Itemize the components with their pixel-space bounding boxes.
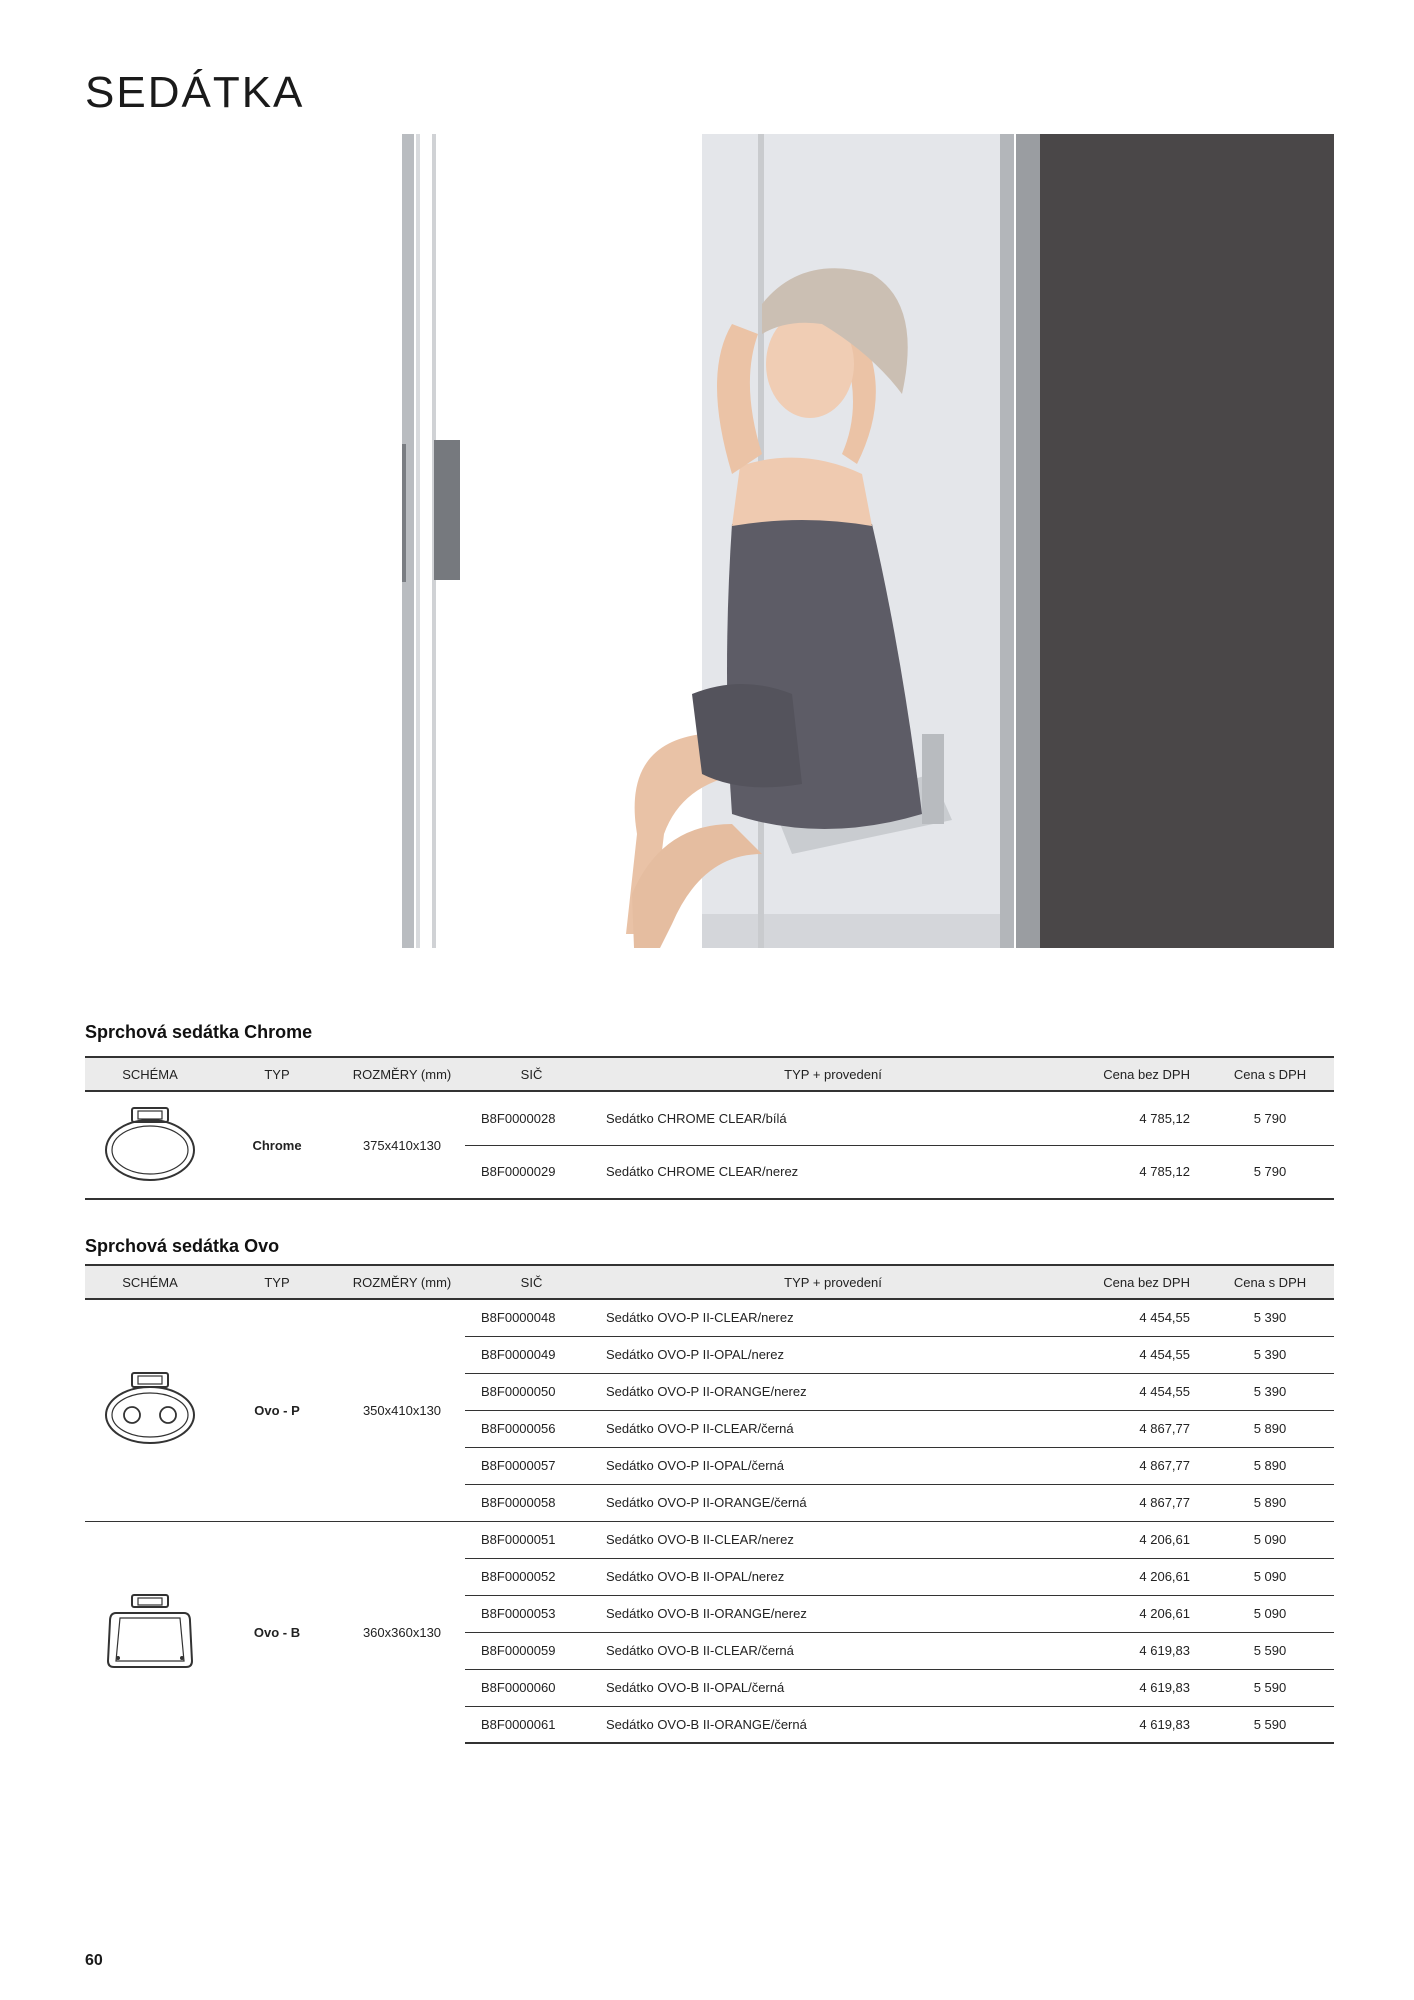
cena-s-dph: 5 390 <box>1206 1336 1334 1373</box>
typ-chrome: Chrome <box>215 1091 339 1199</box>
chrome-table <box>85 1056 1334 1200</box>
cena-bez-dph: 4 206,61 <box>1060 1558 1206 1595</box>
cena-s-dph: 5 090 <box>1206 1558 1334 1595</box>
col-rozmery: ROZMĚRY (mm) <box>339 1057 465 1091</box>
schema-chrome <box>85 1091 215 1199</box>
sic: B8F0000058 <box>465 1484 598 1521</box>
cena-s-dph: 5 790 <box>1206 1145 1334 1199</box>
cena-s-dph: 5 590 <box>1206 1706 1334 1743</box>
sic: B8F0000060 <box>465 1669 598 1706</box>
cena-bez-dph: 4 867,77 <box>1060 1484 1206 1521</box>
col-rozmery: ROZMĚRY (mm) <box>339 1265 465 1299</box>
col-cena-s-dph: Cena s DPH <box>1206 1265 1334 1299</box>
sic: B8F0000048 <box>481 1310 556 1326</box>
cena-bez-dph: 4 206,61 <box>1060 1595 1206 1632</box>
typ-ovo-p: Ovo - P <box>254 1402 300 1418</box>
col-typ-provedeni: TYP + provedení <box>598 1265 1060 1299</box>
cena-bez-dph: 4 785,12 <box>1139 1110 1190 1126</box>
cena-bez-dph: 4 867,77 <box>1060 1410 1206 1447</box>
cena-s-dph: 5 590 <box>1206 1632 1334 1669</box>
popis: Sedátko OVO-B II-OPAL/černá <box>598 1669 1060 1706</box>
cena-s-dph: 5 790 <box>1253 1110 1287 1126</box>
popis: Sedátko OVO-B II-CLEAR/černá <box>598 1632 1060 1669</box>
rozmery-ovo-b: 360x360x130 <box>339 1521 465 1743</box>
table-row <box>85 1091 1334 1145</box>
cena-s-dph: 5 090 <box>1206 1521 1334 1558</box>
sic: B8F0000059 <box>465 1632 598 1669</box>
col-cena-bez-dph: Cena bez DPH <box>1060 1265 1206 1299</box>
cena-s-dph: 5 390 <box>1253 1310 1287 1326</box>
popis: Sedátko CHROME CLEAR/bílá <box>606 1110 787 1126</box>
col-schema: SCHÉMA <box>85 1265 215 1299</box>
popis: Sedátko CHROME CLEAR/nerez <box>598 1145 1060 1199</box>
cena-bez-dph: 4 867,77 <box>1060 1447 1206 1484</box>
ovo-section-heading: Sprchová sedátka Ovo <box>85 1236 280 1256</box>
cena-bez-dph: 4 454,55 <box>1060 1373 1206 1410</box>
sic: B8F0000050 <box>465 1373 598 1410</box>
col-typ-provedeni: TYP + provedení <box>598 1057 1060 1091</box>
page-title: SEDÁTKA <box>85 68 305 117</box>
popis: Sedátko OVO-B II-OPAL/nerez <box>598 1558 1060 1595</box>
cena-s-dph: 5 890 <box>1206 1447 1334 1484</box>
popis: Sedátko OVO-P II-ORANGE/nerez <box>598 1373 1060 1410</box>
cena-s-dph: 5 890 <box>1206 1410 1334 1447</box>
popis: Sedátko OVO-P II-ORANGE/černá <box>598 1484 1060 1521</box>
schema-ovo-p <box>85 1299 215 1521</box>
table-header-row <box>85 1265 1334 1299</box>
popis: Sedátko OVO-P II-OPAL/černá <box>598 1447 1060 1484</box>
col-cena-s-dph: Cena s DPH <box>1206 1057 1334 1091</box>
typ-ovo-b: Ovo - B <box>215 1521 339 1743</box>
cena-bez-dph: 4 454,55 <box>1139 1310 1190 1326</box>
cena-bez-dph: 4 619,83 <box>1060 1669 1206 1706</box>
sic: B8F0000056 <box>465 1410 598 1447</box>
seat-ovo-b-schema-icon <box>102 1591 198 1671</box>
sic: B8F0000049 <box>465 1336 598 1373</box>
cena-bez-dph: 4 619,83 <box>1060 1706 1206 1743</box>
col-typ: TYP <box>215 1265 339 1299</box>
cena-bez-dph: 4 619,83 <box>1060 1632 1206 1669</box>
table-row <box>85 1299 1334 1336</box>
popis: Sedátko OVO-B II-ORANGE/černá <box>598 1706 1060 1743</box>
page-number: 60 <box>85 1952 103 1969</box>
popis: Sedátko OVO-P II-CLEAR/černá <box>598 1410 1060 1447</box>
rozmery-chrome: 375x410x130 <box>339 1091 465 1199</box>
seat-ovo-p-schema-icon <box>102 1369 198 1449</box>
table-header-row <box>85 1057 1334 1091</box>
ovo-table <box>85 1264 1334 1744</box>
rozmery-ovo-p: 350x410x130 <box>362 1402 442 1418</box>
schema-ovo-b <box>85 1521 215 1743</box>
cena-bez-dph: 4 206,61 <box>1060 1521 1206 1558</box>
popis: Sedátko OVO-P II-CLEAR/nerez <box>606 1310 794 1326</box>
col-sic: SIČ <box>465 1265 598 1299</box>
sic: B8F0000052 <box>465 1558 598 1595</box>
popis: Sedátko OVO-B II-ORANGE/nerez <box>598 1595 1060 1632</box>
sic: B8F0000057 <box>465 1447 598 1484</box>
popis: Sedátko OVO-P II-OPAL/nerez <box>598 1336 1060 1373</box>
cena-s-dph: 5 890 <box>1206 1484 1334 1521</box>
col-schema: SCHÉMA <box>85 1057 215 1091</box>
cena-s-dph: 5 390 <box>1206 1373 1334 1410</box>
sic: B8F0000053 <box>465 1595 598 1632</box>
cena-bez-dph: 4 785,12 <box>1060 1145 1206 1199</box>
chrome-section-heading: Sprchová sedátka Chrome <box>85 1022 313 1042</box>
cena-bez-dph: 4 454,55 <box>1060 1336 1206 1373</box>
col-cena-bez-dph: Cena bez DPH <box>1060 1057 1206 1091</box>
col-sic: SIČ <box>465 1057 598 1091</box>
table-row <box>85 1521 1334 1558</box>
sic: B8F0000051 <box>465 1521 598 1558</box>
cena-s-dph: 5 090 <box>1206 1595 1334 1632</box>
sic: B8F0000028 <box>481 1110 556 1126</box>
sic: B8F0000029 <box>465 1145 598 1199</box>
seat-chrome-schema-icon <box>102 1104 198 1184</box>
sic: B8F0000061 <box>465 1706 598 1743</box>
col-typ: TYP <box>215 1057 339 1091</box>
product-photo <box>402 134 1334 948</box>
popis: Sedátko OVO-B II-CLEAR/nerez <box>598 1521 1060 1558</box>
cena-s-dph: 5 590 <box>1206 1669 1334 1706</box>
